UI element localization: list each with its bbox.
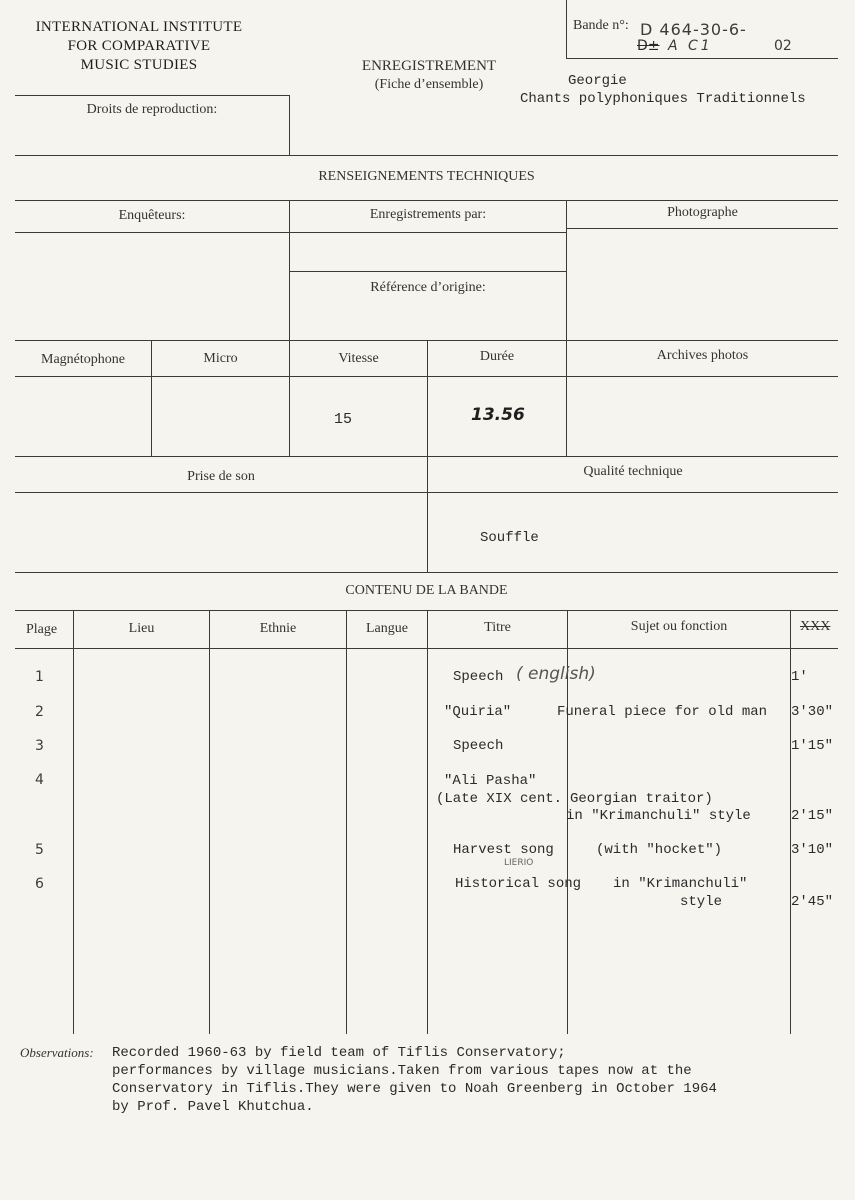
photographe-label: Photographe bbox=[667, 205, 738, 220]
row-2-duration: 3'30" bbox=[791, 704, 834, 720]
row-4-plage: 4 bbox=[35, 772, 44, 788]
bande-label: Bande n°: bbox=[573, 18, 629, 33]
observation-line-4: by Prof. Pavel Khutchua. bbox=[112, 1099, 314, 1115]
row-2-sujet: Funeral piece for old man bbox=[557, 704, 768, 720]
col-lieu: Lieu bbox=[128, 621, 155, 636]
row-5-plage: 5 bbox=[35, 842, 44, 858]
qualite-technique-label: Qualité technique bbox=[583, 464, 683, 479]
content-section-title: CONTENU DE LA BANDE bbox=[345, 583, 508, 598]
form-title: ENREGISTREMENT bbox=[361, 58, 497, 74]
row-4-duration: 2'15" bbox=[791, 808, 834, 824]
row-1-annotation: ( english) bbox=[516, 664, 596, 684]
droits-label: Droits de reproduction: bbox=[86, 102, 218, 117]
row-6-sujet-line-2: style bbox=[680, 894, 723, 910]
col-duree-struck: XXX bbox=[800, 619, 831, 634]
row-5-duration: 3'10" bbox=[791, 842, 834, 858]
row-5-titre: Harvest song bbox=[453, 842, 554, 858]
technical-section-title: RENSEIGNEMENTS TECHNIQUES bbox=[318, 169, 535, 184]
row-3-titre: Speech bbox=[453, 738, 504, 754]
subject-line-2: Chants polyphoniques Traditionnels bbox=[520, 91, 806, 107]
row-6-titre: Historical song bbox=[455, 876, 582, 892]
enregistrements-label: Enregistrements par: bbox=[369, 207, 487, 222]
row-1-titre: Speech bbox=[453, 669, 504, 685]
bande-number: D 464-30-6- bbox=[640, 20, 747, 39]
observations-label: Observations: bbox=[20, 1045, 94, 1060]
row-3-duration: 1'15" bbox=[791, 738, 834, 754]
row-4-sujet-line-1: Georgian traitor) bbox=[570, 791, 713, 807]
row-1-duration: 1' bbox=[791, 669, 808, 685]
observation-line-2: performances by village musicians.Taken from various tapes now at the bbox=[112, 1063, 692, 1079]
row-4-sujet-line-2: in "Krimanchuli" style bbox=[566, 808, 751, 824]
col-langue: Langue bbox=[366, 621, 408, 636]
bande-sub-struck: D± bbox=[637, 38, 660, 54]
archives-photos-label: Archives photos bbox=[656, 348, 749, 363]
col-titre: Titre bbox=[484, 620, 511, 635]
row-3-plage: 3 bbox=[35, 738, 44, 754]
bande-sub: A C1 bbox=[668, 38, 713, 54]
subject-line-1: Georgie bbox=[568, 73, 627, 89]
observation-line-1: Recorded 1960-63 by field team of Tiflis Conservatory; bbox=[112, 1045, 566, 1061]
row-6-sujet-line-1: in "Krimanchuli" bbox=[613, 876, 748, 892]
col-sujet: Sujet ou fonction bbox=[630, 619, 728, 634]
col-ethnie: Ethnie bbox=[259, 621, 297, 636]
vitesse-label: Vitesse bbox=[338, 351, 379, 366]
form-subtitle: (Fiche d’ensemble) bbox=[374, 77, 484, 92]
row-2-titre: "Quiria" bbox=[444, 704, 512, 720]
row-4-titre-line-2: (Late XIX cent. bbox=[436, 791, 563, 807]
row-4-titre-line-1: "Ali Pasha" bbox=[444, 773, 537, 789]
prise-de-son-label: Prise de son bbox=[187, 469, 255, 484]
micro-label: Micro bbox=[203, 351, 238, 366]
vitesse-value: 15 bbox=[334, 411, 353, 428]
row-6-plage: 6 bbox=[35, 876, 44, 892]
duree-value: 13.56 bbox=[471, 405, 525, 425]
qualite-value: Souffle bbox=[480, 530, 539, 546]
institute-line-2: FOR COMPARATIVE bbox=[67, 38, 211, 54]
institute-line-3: MUSIC STUDIES bbox=[80, 57, 198, 73]
observation-line-3: Conservatory in Tiflis.They were given to Noah Greenberg in October 1964 bbox=[112, 1081, 717, 1097]
row-2-plage: 2 bbox=[35, 704, 44, 720]
col-plage: Plage bbox=[26, 622, 58, 637]
bande-side: 02 bbox=[774, 38, 792, 54]
institute-line-1: INTERNATIONAL INSTITUTE bbox=[35, 19, 243, 35]
row-5-annotation: LIERIO bbox=[504, 858, 534, 868]
institute-name bbox=[10, 18, 268, 75]
duree-label: Durée bbox=[479, 349, 515, 364]
reference-label: Référence d’origine: bbox=[370, 280, 486, 295]
row-1-plage: 1 bbox=[35, 669, 44, 685]
enqueteurs-label: Enquêteurs: bbox=[118, 208, 186, 223]
magnetophone-label: Magnétophone bbox=[41, 352, 125, 367]
row-6-duration: 2'45" bbox=[791, 894, 834, 910]
row-5-sujet: (with "hocket") bbox=[596, 842, 723, 858]
